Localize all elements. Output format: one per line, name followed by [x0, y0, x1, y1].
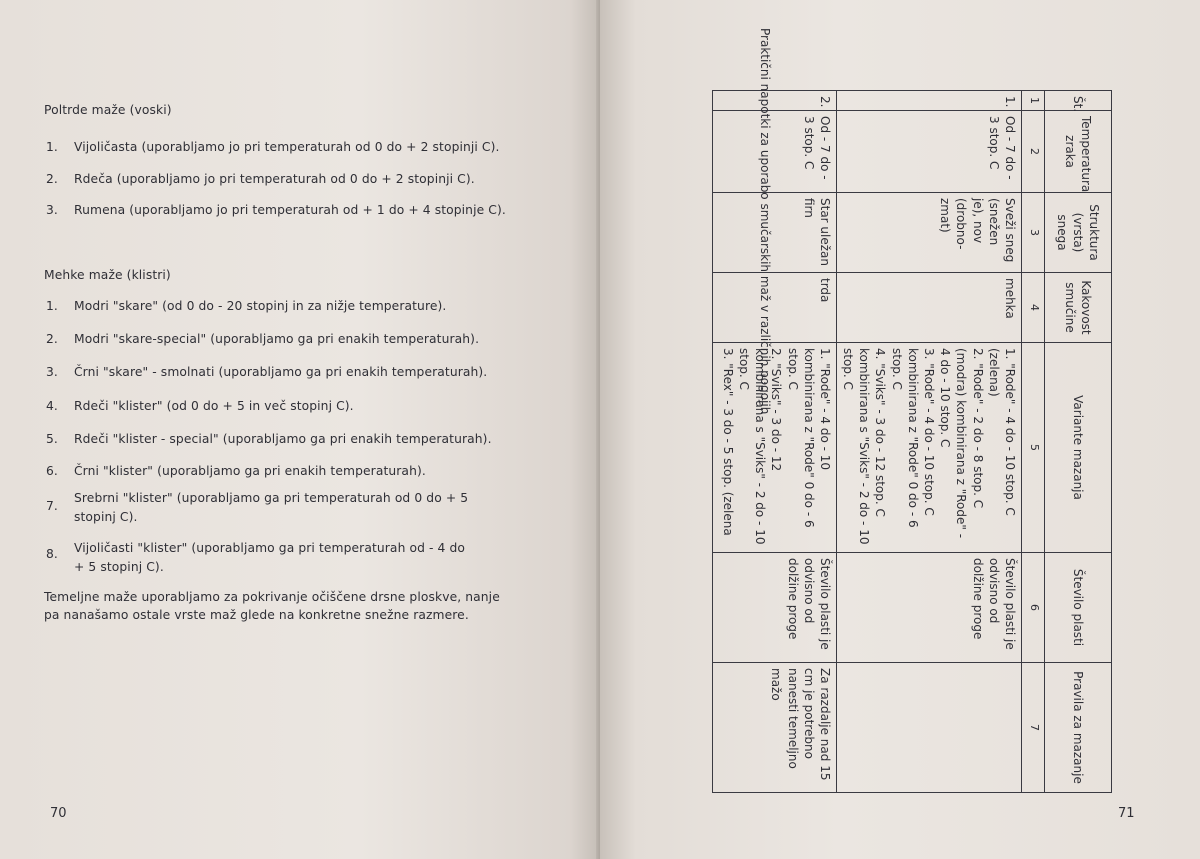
- variant-item: 1. "Rode" - 4 do - 10 kombinirana z "Rode" 0 do - 6 stop. C: [785, 348, 832, 528]
- header-cell: Temperatura zraka: [1045, 111, 1112, 193]
- cell-track-quality: trda: [712, 273, 836, 343]
- variant-item: 3. "Rex" - 3 do - 5 stop. (zelena: [720, 348, 735, 536]
- header-cell: Število plasti: [1045, 553, 1112, 663]
- list-item-number: 2.: [46, 172, 58, 186]
- list-item-text: Vijoličasta (uporabljamo jo pri temperaturah od 0 do + 2 stopinji C).: [74, 140, 500, 154]
- cell-track-quality: mehka: [836, 273, 1021, 343]
- list-item-text: Rumena (uporabljamo jo pri temperaturah od + 1 do + 4 stopinje C).: [74, 203, 506, 217]
- list-item-text: Črni "skare" - smolnati (uporabljamo ga pri enakih temperaturah).: [74, 365, 488, 379]
- page-number: 70: [50, 806, 67, 821]
- column-number: 3: [1022, 193, 1045, 273]
- cell-snow-structure: Star uležan firn: [712, 193, 836, 273]
- cell-layers: Število plasti je odvisno od dolžine proge: [836, 553, 1021, 663]
- list-item-text-continuation: + 5 stopinj C).: [74, 560, 164, 574]
- list-item-text: Modri "skare" (od 0 do - 20 stopinj in za nižje temperature).: [74, 299, 447, 313]
- list-item-number: 6.: [46, 464, 58, 478]
- row-number: 2.: [712, 91, 836, 111]
- cell-rules: Za razdalje nad 15 cm je potrebno nanesti temeljno mažo: [712, 663, 836, 793]
- header-cell: Struktura (vrsta) snega: [1045, 193, 1112, 273]
- list-item-number: 7.: [46, 499, 58, 513]
- header-cell: Št.: [1045, 91, 1112, 111]
- list-item-number: 3.: [46, 203, 58, 217]
- column-number: 1: [1022, 91, 1045, 111]
- list-item-text-continuation: stopinj C).: [74, 510, 138, 524]
- list-item-number: 3.: [46, 365, 58, 379]
- column-number: 2: [1022, 111, 1045, 193]
- cell-rules: [836, 663, 1021, 793]
- rotated-table-block: [720, 28, 1112, 792]
- cell-layers: Število plasti je odvisno od dolžine proge: [712, 553, 836, 663]
- table-header-row: [1045, 91, 1112, 793]
- header-cell: Pravila za mazanje: [1045, 663, 1112, 793]
- list-item-text: Črni "klister" (uporabljamo ga pri enakih temperaturah).: [74, 464, 426, 478]
- section-title-semi-hard-wax: Poltrde maže (voski): [44, 103, 172, 117]
- table-row: [836, 91, 1021, 793]
- list-item-text: Modri "skare-special" (uporabljamo ga pri enakih temperaturah).: [74, 332, 480, 346]
- cell-variants: [712, 343, 836, 553]
- column-number: 6: [1022, 553, 1045, 663]
- list-item-number: 5.: [46, 432, 58, 446]
- list-item-number: 8.: [46, 547, 58, 561]
- variant-item: 3. "Rode" - 4 do - 10 stop. C kombinirana z "Rode" 0 do - 6 stop. C: [889, 348, 937, 528]
- cell-snow-structure: Sveži sneg (snežen je), nov (drobno-zmat): [836, 193, 1021, 273]
- column-number: 7: [1022, 663, 1045, 793]
- column-number-row: [1022, 91, 1045, 793]
- cell-temperature: Od - 7 do - 3 stop. C: [712, 111, 836, 193]
- header-cell: Variante mazanja: [1045, 343, 1112, 553]
- cell-variants: [836, 343, 1021, 553]
- variant-item: 2. "Sviks" - 3 do - 12 kombinirana s "Sviks" - 2 do - 10 stop. C: [737, 348, 784, 545]
- cell-temperature: Od - 7 do - 3 stop. C: [836, 111, 1021, 193]
- closing-paragraph-line: pa nanašamo ostale vrste maž glede na konkretne snežne razmere.: [44, 608, 469, 622]
- list-item-number: 2.: [46, 332, 58, 346]
- page-number: 71: [1118, 806, 1135, 821]
- list-item-text: Srebrni "klister" (uporabljamo ga pri temperaturah od 0 do + 5: [74, 491, 469, 505]
- list-item-text: Rdeča (uporabljamo jo pri temperaturah od 0 do + 2 stopinji C).: [74, 172, 475, 186]
- closing-paragraph-line: Temeljne maže uporabljamo za pokrivanje očiščene drsne ploskve, nanje: [44, 590, 500, 604]
- table-row: [712, 91, 836, 793]
- row-number: 1.: [836, 91, 1021, 111]
- section-title-soft-klister: Mehke maže (klistri): [44, 268, 171, 282]
- variant-item: 4. "Sviks" - 3 do - 12 stop. C kombinirana s "Sviks" - 2 do - 10 stop. C: [841, 348, 888, 545]
- list-item-text: Vijoličasti "klister" (uporabljamo ga pri temperaturah od - 4 do: [74, 541, 466, 555]
- list-item-number: 1.: [46, 299, 58, 313]
- list-item-text: Rdeči "klister" (od 0 do + 5 in več stopinj C).: [74, 399, 354, 413]
- list-item-number: 4.: [46, 399, 58, 413]
- variant-item: 2. "Rode" - 2 do - 8 stop. C (modra) kombinirana z "Rode" - 4 do - 10 stop. C: [938, 348, 985, 539]
- column-number: 5: [1022, 343, 1045, 553]
- column-number: 4: [1022, 273, 1045, 343]
- variant-item: 1. "Rode" - 4 do - 10 stop. C (zelena): [986, 348, 1017, 516]
- list-item-number: 1.: [46, 140, 58, 154]
- table-caption: Praktični napotki za uporabo smučarskih maž v različnih pogojih: [758, 28, 772, 415]
- header-cell: Kakovost smučine: [1045, 273, 1112, 343]
- list-item-text: Rdeči "klister - special" (uporabljamo ga pri enakih temperaturah).: [74, 432, 492, 446]
